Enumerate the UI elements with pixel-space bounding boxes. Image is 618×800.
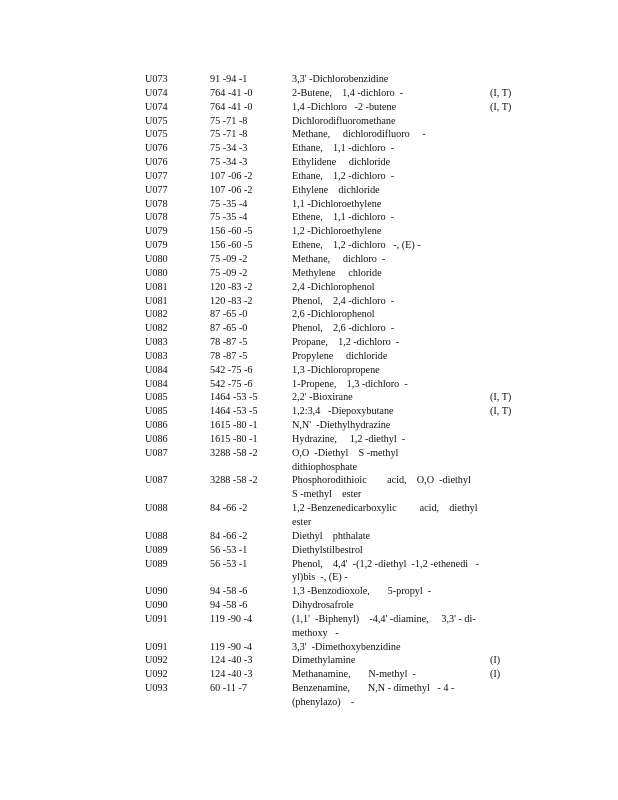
table-row xyxy=(145,613,525,641)
waste-code: U090 xyxy=(145,600,168,612)
waste-code: U081 xyxy=(145,295,168,307)
substance-name xyxy=(292,668,490,682)
substance-name-line: 2,6 -Dichlorophenol xyxy=(292,309,375,321)
waste-code: U088 xyxy=(145,503,168,515)
cas-number: 3288 -58 -2 xyxy=(210,475,258,487)
substance-name xyxy=(292,654,490,668)
substance-name xyxy=(292,142,490,156)
cas-number: 107 -06 -2 xyxy=(210,184,253,196)
cas-number: 87 -65 -0 xyxy=(210,323,248,335)
substance-name xyxy=(292,267,490,281)
cas-number: 124 -40 -3 xyxy=(210,655,253,667)
cas-number: 75 -09 -2 xyxy=(210,253,248,265)
table-row xyxy=(145,101,525,115)
substance-name xyxy=(292,115,490,129)
waste-code: U084 xyxy=(145,378,168,390)
table-row xyxy=(145,225,525,239)
cas-number: 107 -06 -2 xyxy=(210,170,253,182)
cas-number: 91 -94 -1 xyxy=(210,74,248,85)
table-row xyxy=(145,142,525,156)
substance-name xyxy=(292,530,490,544)
substance-name xyxy=(292,336,490,350)
table-row xyxy=(145,336,525,350)
substance-name-line: 1,3 -Benzodioxole, 5-propyl - xyxy=(292,586,432,598)
cas-number: 60 -11 -7 xyxy=(210,683,247,695)
substance-name xyxy=(292,405,490,419)
substance-name-line: Dichlorodifluoromethane xyxy=(292,115,396,127)
waste-code: U090 xyxy=(145,586,168,598)
cas-number: 1615 -80 -1 xyxy=(210,420,258,432)
substance-name-line: Propane, 1,2 -dichloro - xyxy=(292,337,400,349)
waste-code: U079 xyxy=(145,226,168,238)
table-row xyxy=(145,295,525,309)
cas-number: 56 -53 -1 xyxy=(210,558,248,570)
substance-name xyxy=(292,198,490,212)
substance-name-line: (1,1' -Biphenyl) -4,4' -diamine, 3,3' - di- xyxy=(292,613,476,625)
cas-number: 84 -66 -2 xyxy=(210,530,248,542)
cas-number: 87 -65 -0 xyxy=(210,309,248,321)
waste-code: U080 xyxy=(145,267,168,279)
substance-name-line: Diethyl phthalate xyxy=(292,530,371,542)
hazard-code: (I, T) xyxy=(490,406,512,418)
substance-name-line: Ethylidene dichloride xyxy=(292,157,391,169)
cas-number: 94 -58 -6 xyxy=(210,600,248,612)
table-row xyxy=(145,391,525,405)
substance-name xyxy=(292,322,490,336)
substance-name xyxy=(292,502,490,530)
substance-name-line: 1,4 -Dichloro -2 -butene xyxy=(292,101,397,113)
substance-name-line: Phenol, 4,4' -(1,2 -diethyl -1,2 -ethenedi - xyxy=(292,558,480,570)
substance-name xyxy=(292,682,490,710)
waste-code-table xyxy=(145,73,525,710)
substance-name-line: Ethane, 1,2 -dichloro - xyxy=(292,170,395,182)
substance-name-line: 3,3' -Dimethoxybenzidine xyxy=(292,641,401,653)
table-row xyxy=(145,668,525,682)
waste-code: U093 xyxy=(145,683,168,695)
substance-name-line: (phenylazo) - xyxy=(292,696,355,708)
substance-name xyxy=(292,350,490,364)
table-row xyxy=(145,419,525,433)
substance-name-line: Hydrazine, 1,2 -diethyl - xyxy=(292,433,406,445)
substance-name-line: Phenol, 2,4 -dichloro - xyxy=(292,295,395,307)
cas-number: 78 -87 -5 xyxy=(210,350,248,362)
hazard-code: (I, T) xyxy=(490,101,512,113)
waste-code: U092 xyxy=(145,655,168,667)
waste-code: U086 xyxy=(145,433,168,445)
substance-name-line: Benzenamine, N,N - dimethyl - 4 - xyxy=(292,683,455,695)
substance-name-line: Ethylene dichloride xyxy=(292,184,380,196)
cas-number: 78 -87 -5 xyxy=(210,337,248,349)
substance-name-line: N,N' -Diethylhydrazine xyxy=(292,420,391,432)
table-row xyxy=(145,682,525,710)
substance-name xyxy=(292,544,490,558)
cas-number: 764 -41 -0 xyxy=(210,87,253,99)
cas-number: 84 -66 -2 xyxy=(210,503,248,515)
substance-name-line: Ethene, 1,1 -dichloro - xyxy=(292,212,395,224)
substance-name-line: 1,2 -Dichloroethylene xyxy=(292,226,382,238)
table-row xyxy=(145,502,525,530)
waste-code: U089 xyxy=(145,544,168,556)
table-row xyxy=(145,350,525,364)
cas-number: 120 -83 -2 xyxy=(210,295,253,307)
waste-code: U088 xyxy=(145,530,168,542)
substance-name-line: Dihydrosafrole xyxy=(292,600,354,612)
hazard-code: (I) xyxy=(490,669,501,681)
waste-code: U087 xyxy=(145,447,168,459)
table-row xyxy=(145,115,525,129)
cas-number: 1615 -80 -1 xyxy=(210,433,258,445)
cas-number: 764 -41 -0 xyxy=(210,101,253,113)
cas-number: 75 -09 -2 xyxy=(210,267,248,279)
waste-code: U081 xyxy=(145,281,168,293)
table-row xyxy=(145,447,525,475)
substance-name-line: O,O -Diethyl S -methyl xyxy=(292,447,399,459)
substance-name-line: S -methyl ester xyxy=(292,489,362,501)
waste-code: U083 xyxy=(145,350,168,362)
table-row xyxy=(145,433,525,447)
cas-number: 75 -71 -8 xyxy=(210,115,248,127)
waste-code: U074 xyxy=(145,101,168,113)
table-row xyxy=(145,156,525,170)
waste-code: U082 xyxy=(145,309,168,321)
waste-code: U077 xyxy=(145,184,168,196)
waste-code: U082 xyxy=(145,323,168,335)
substance-name-line: Methane, dichlorodifluoro - xyxy=(292,129,426,141)
cas-number: 119 -90 -4 xyxy=(210,613,253,625)
cas-number: 75 -34 -3 xyxy=(210,157,248,169)
waste-code: U086 xyxy=(145,420,168,432)
waste-code: U075 xyxy=(145,129,168,141)
substance-name xyxy=(292,239,490,253)
waste-code: U074 xyxy=(145,87,168,99)
substance-name xyxy=(292,73,490,87)
substance-name-line: ester xyxy=(292,517,312,528)
waste-code: U079 xyxy=(145,240,168,252)
substance-name-line: 3,3' -Dichlorobenzidine xyxy=(292,74,389,85)
cas-number: 75 -34 -3 xyxy=(210,143,248,155)
waste-code: U089 xyxy=(145,558,168,570)
substance-name xyxy=(292,378,490,392)
substance-name xyxy=(292,184,490,198)
substance-name-line: Methylene chloride xyxy=(292,267,382,279)
waste-code: U078 xyxy=(145,212,168,224)
substance-name-line: 1,3 -Dichloropropene xyxy=(292,364,380,376)
table-row xyxy=(145,364,525,378)
substance-name xyxy=(292,433,490,447)
substance-name xyxy=(292,447,490,475)
cas-number: 1464 -53 -5 xyxy=(210,392,258,404)
substance-name xyxy=(292,211,490,225)
table-row xyxy=(145,184,525,198)
table-row xyxy=(145,170,525,184)
cas-number: 542 -75 -6 xyxy=(210,378,253,390)
hazard-code: (I, T) xyxy=(490,87,512,99)
hazard-code: (I) xyxy=(490,655,501,667)
cas-number: 156 -60 -5 xyxy=(210,226,253,238)
substance-name-line: 2-Butene, 1,4 -dichloro - xyxy=(292,87,404,99)
table-row xyxy=(145,530,525,544)
waste-code: U087 xyxy=(145,475,168,487)
table-row xyxy=(145,87,525,101)
cas-number: 156 -60 -5 xyxy=(210,240,253,252)
table-row xyxy=(145,558,525,586)
waste-code: U073 xyxy=(145,74,168,85)
waste-code: U085 xyxy=(145,406,168,418)
waste-code: U092 xyxy=(145,669,168,681)
table-row xyxy=(145,211,525,225)
substance-name-line: 2,4 -Dichlorophenol xyxy=(292,281,375,293)
waste-code: U091 xyxy=(145,641,168,653)
waste-code: U080 xyxy=(145,253,168,265)
waste-code: U078 xyxy=(145,198,168,210)
substance-name xyxy=(292,225,490,239)
substance-name xyxy=(292,641,490,655)
substance-name-line: 1,1 -Dichloroethylene xyxy=(292,198,382,210)
table-row xyxy=(145,128,525,142)
substance-name xyxy=(292,253,490,267)
table-row xyxy=(145,405,525,419)
cas-number: 94 -58 -6 xyxy=(210,586,248,598)
waste-code: U076 xyxy=(145,157,168,169)
substance-name-line: Methane, dichloro - xyxy=(292,253,386,265)
table-row xyxy=(145,281,525,295)
cas-number: 542 -75 -6 xyxy=(210,364,253,376)
table-row xyxy=(145,239,525,253)
substance-name-line: Diethylstilbestrol xyxy=(292,544,363,556)
hazard-code: (I, T) xyxy=(490,392,512,404)
table-row xyxy=(145,654,525,668)
substance-name xyxy=(292,391,490,405)
substance-name-line: Propylene dichloride xyxy=(292,350,388,362)
substance-name xyxy=(292,419,490,433)
table-row xyxy=(145,73,525,87)
substance-name-line: Methanamine, N-methyl - xyxy=(292,669,416,681)
cas-number: 75 -35 -4 xyxy=(210,212,248,224)
substance-name-line: 1,2 -Benzenedicarboxylic acid, diethyl xyxy=(292,503,478,515)
waste-code: U076 xyxy=(145,143,168,155)
cas-number: 3288 -58 -2 xyxy=(210,447,258,459)
table-row xyxy=(145,322,525,336)
cas-number: 120 -83 -2 xyxy=(210,281,253,293)
substance-name-line: Dimethylamine xyxy=(292,655,356,667)
substance-name-line: Ethene, 1,2 -dichloro -, (E) - xyxy=(292,240,421,252)
substance-name xyxy=(292,281,490,295)
waste-code: U083 xyxy=(145,337,168,349)
cas-number: 1464 -53 -5 xyxy=(210,406,258,418)
cas-number: 119 -90 -4 xyxy=(210,641,253,653)
cas-number: 56 -53 -1 xyxy=(210,544,248,556)
substance-name-line: 1,2:3,4 -Diepoxybutane xyxy=(292,406,394,418)
substance-name xyxy=(292,364,490,378)
substance-name xyxy=(292,128,490,142)
table-row xyxy=(145,308,525,322)
substance-name xyxy=(292,613,490,641)
substance-name xyxy=(292,156,490,170)
substance-name xyxy=(292,87,490,101)
table-row xyxy=(145,474,525,502)
cas-number: 124 -40 -3 xyxy=(210,669,253,681)
table-row xyxy=(145,378,525,392)
waste-code: U091 xyxy=(145,613,168,625)
substance-name xyxy=(292,599,490,613)
cas-number: 75 -71 -8 xyxy=(210,129,248,141)
table-row xyxy=(145,585,525,599)
cas-number: 75 -35 -4 xyxy=(210,198,248,210)
substance-name-line: Ethane, 1,1 -dichloro - xyxy=(292,143,395,155)
substance-name xyxy=(292,295,490,309)
substance-name xyxy=(292,101,490,115)
substance-name-line: Phenol, 2,6 -dichloro - xyxy=(292,323,395,335)
waste-code: U075 xyxy=(145,115,168,127)
substance-name xyxy=(292,474,490,502)
substance-name-line: 2,2' -Bioxirane xyxy=(292,392,353,404)
table-row xyxy=(145,253,525,267)
substance-name-line: 1-Propene, 1,3 -dichloro - xyxy=(292,378,408,390)
table-row xyxy=(145,267,525,281)
substance-name xyxy=(292,170,490,184)
table-row xyxy=(145,599,525,613)
table-row xyxy=(145,641,525,655)
substance-name xyxy=(292,558,490,586)
substance-name xyxy=(292,585,490,599)
waste-code: U077 xyxy=(145,170,168,182)
substance-name xyxy=(292,308,490,322)
table-row xyxy=(145,544,525,558)
table-row xyxy=(145,198,525,212)
substance-name-line: Phosphorodithioic acid, O,O -diethyl xyxy=(292,475,471,487)
substance-name-line: yl)bis -, (E) - xyxy=(292,572,348,584)
waste-code: U084 xyxy=(145,364,168,376)
substance-name-line: methoxy - xyxy=(292,627,339,639)
waste-code: U085 xyxy=(145,392,168,404)
substance-name-line: dithiophosphate xyxy=(292,461,358,473)
